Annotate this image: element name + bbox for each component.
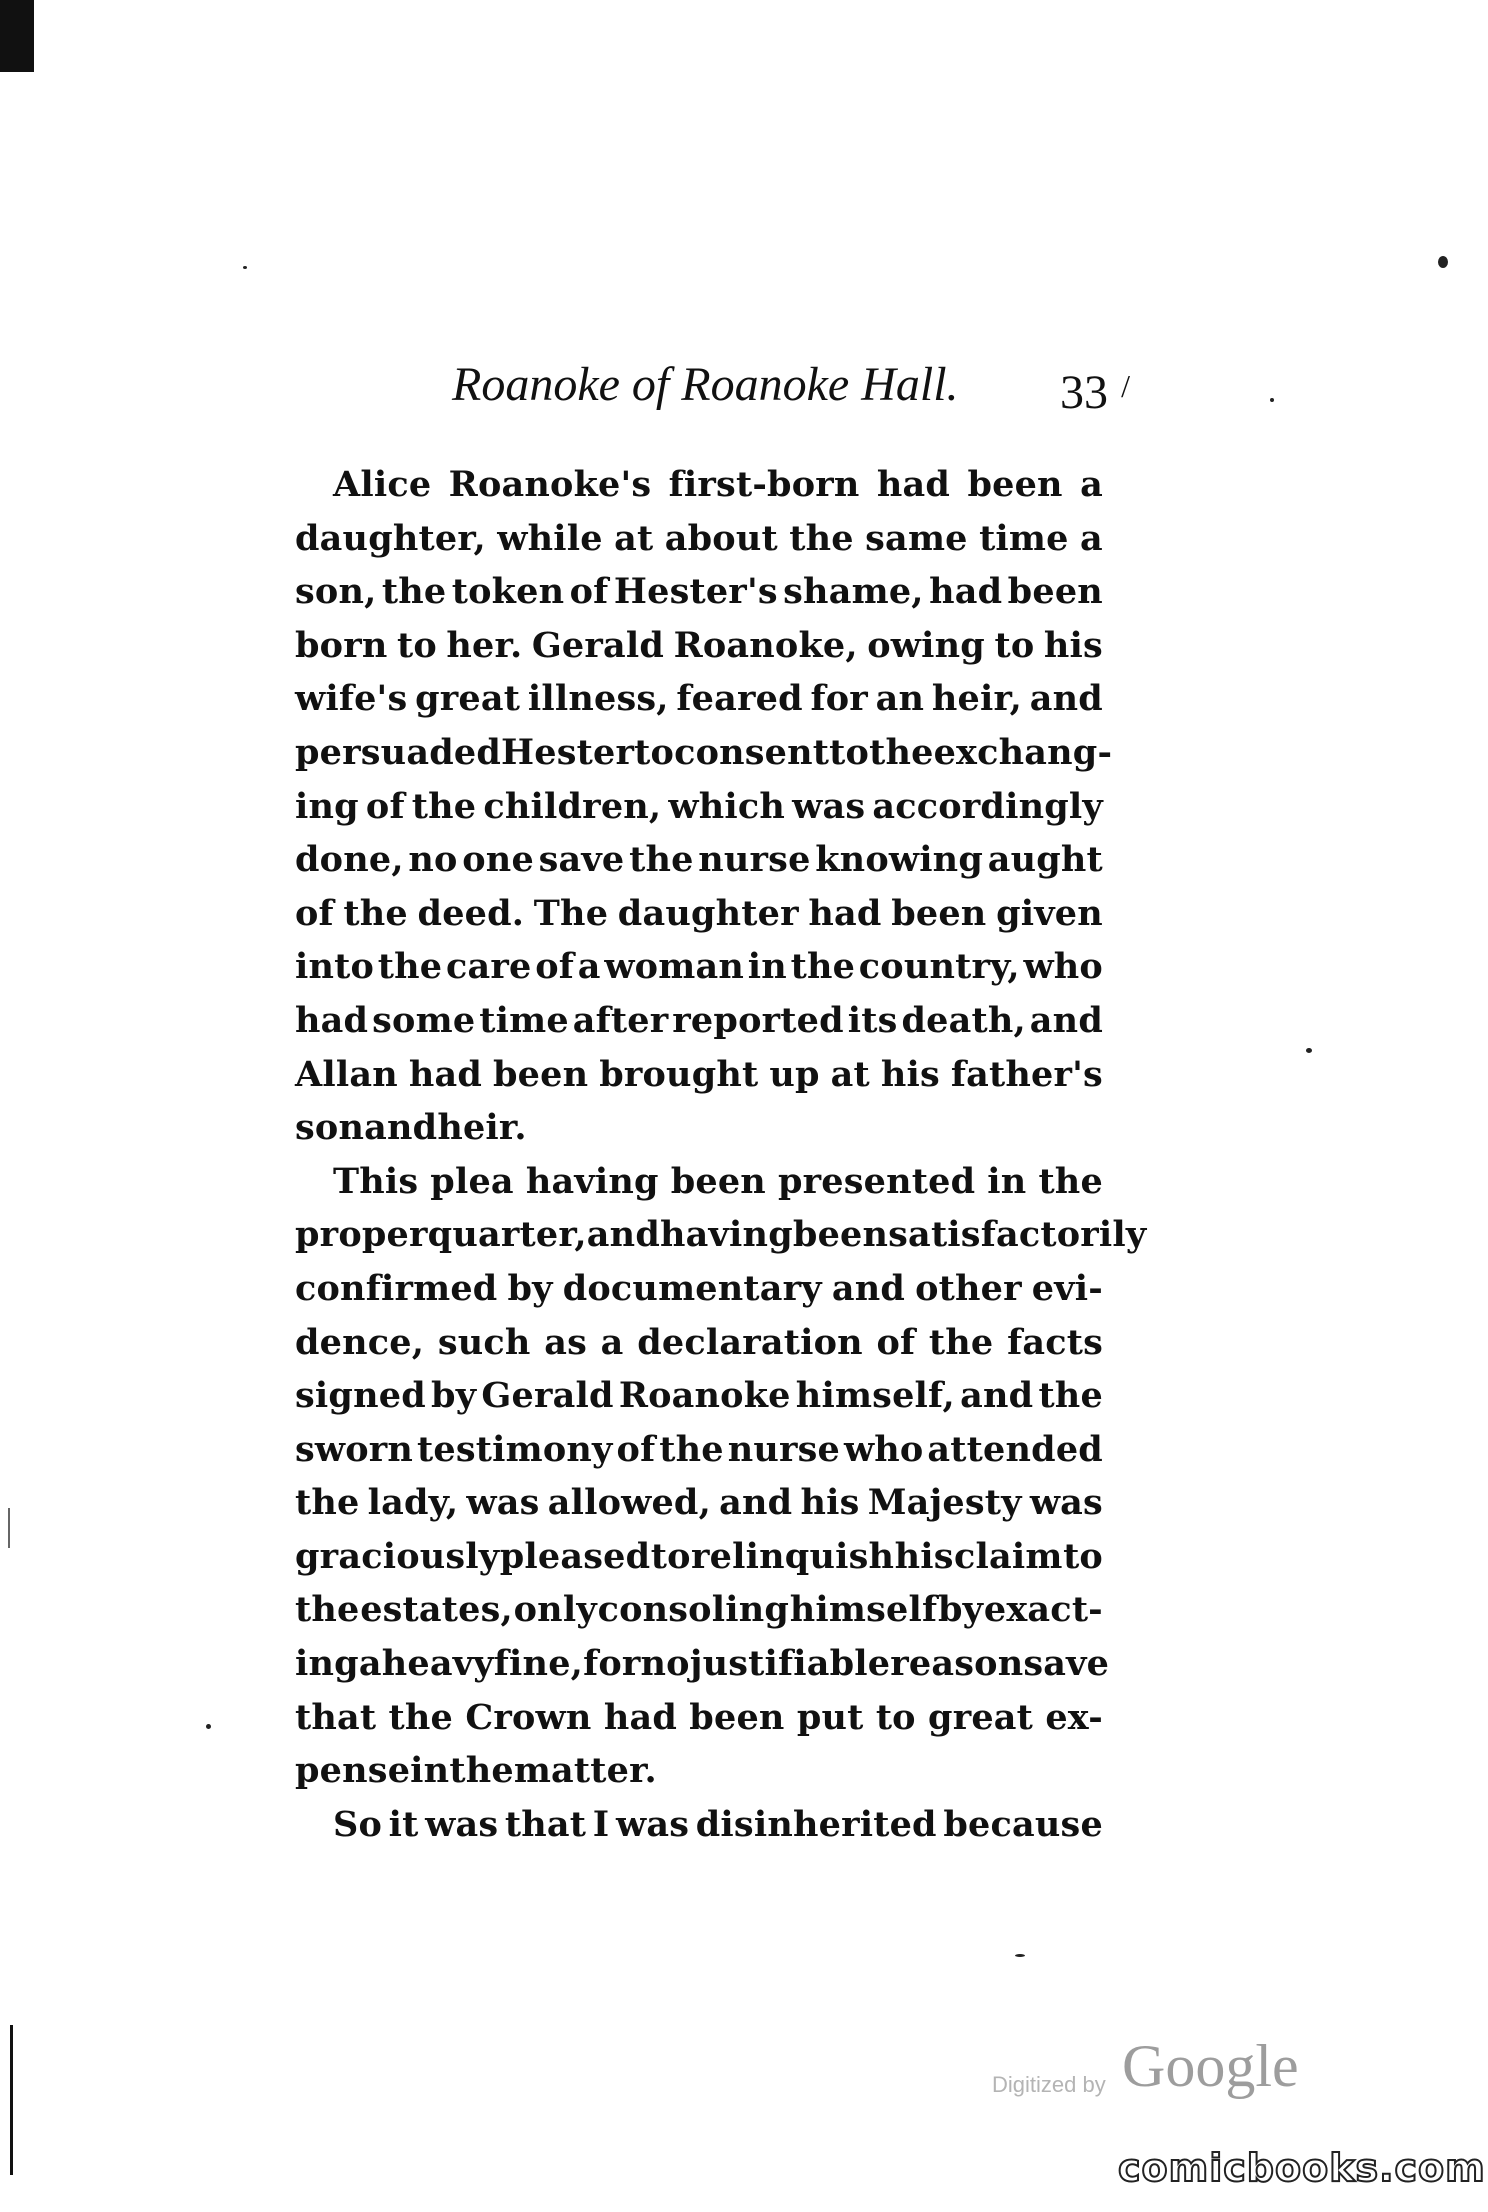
text-line	[295, 940, 1103, 994]
word: This	[333, 1160, 419, 1202]
text-line	[295, 780, 1103, 834]
word: pense	[295, 1750, 411, 1792]
word: done,	[295, 839, 404, 881]
word: token	[451, 571, 565, 613]
word: into	[295, 946, 375, 988]
word: the	[295, 1482, 360, 1524]
word: the	[928, 1321, 994, 1363]
word: and	[364, 1107, 438, 1149]
word: testimony	[417, 1428, 613, 1470]
word: shame,	[783, 571, 924, 613]
word: of	[876, 1321, 916, 1363]
word: consoling	[597, 1589, 790, 1631]
word: been	[792, 1214, 889, 1256]
word: fine,	[493, 1643, 584, 1685]
word: same	[865, 517, 968, 559]
text-line	[295, 619, 1103, 673]
word: Gerald	[531, 624, 665, 666]
word: death,	[901, 999, 1026, 1041]
word: its	[847, 999, 898, 1041]
word: one	[462, 839, 534, 881]
scan-speck	[1015, 1954, 1025, 1957]
word: brought	[599, 1053, 759, 1095]
text-line	[295, 1101, 1103, 1155]
word: aught	[987, 839, 1103, 881]
body-text	[295, 458, 1147, 1851]
word: at	[830, 1053, 870, 1095]
word: to	[650, 1535, 691, 1577]
word: the	[1038, 1375, 1103, 1417]
word: the	[629, 839, 694, 881]
word: deed.	[417, 892, 525, 934]
word: and	[1029, 678, 1103, 720]
word: for	[583, 1643, 641, 1685]
word: because	[943, 1803, 1103, 1845]
word: himself,	[795, 1375, 955, 1417]
text-line	[295, 1530, 1103, 1584]
word: no	[408, 839, 458, 881]
word: was	[792, 785, 866, 827]
word: exchang-	[933, 731, 1113, 773]
word: given	[996, 892, 1103, 934]
scan-edge-line	[10, 2025, 13, 2175]
word: first-born	[668, 464, 860, 505]
word: been	[492, 1053, 589, 1095]
text-line	[295, 1691, 1103, 1745]
word: heir.	[437, 1107, 527, 1149]
word: been	[967, 464, 1063, 505]
text-line	[295, 1155, 1103, 1209]
word: evi-	[1031, 1267, 1103, 1309]
word: estates,	[360, 1589, 513, 1631]
word: that	[504, 1803, 587, 1845]
word: his	[894, 1535, 954, 1577]
watermark-brand: Google	[1122, 2033, 1299, 2099]
word: knowing	[815, 839, 984, 881]
source-badge: comicbooks.com	[1118, 2146, 1486, 2190]
word: Allan	[295, 1053, 398, 1095]
word: had	[295, 999, 369, 1041]
word: of	[569, 571, 609, 613]
word: for	[810, 678, 868, 720]
text-line	[295, 565, 1103, 619]
word: had	[929, 571, 1003, 613]
word: satisfactorily	[888, 1214, 1147, 1256]
word: and	[586, 1214, 660, 1256]
word: reported	[672, 999, 844, 1041]
text-line	[295, 1637, 1110, 1691]
word: ing	[295, 785, 359, 827]
word: nurse	[727, 1428, 841, 1470]
word: relinquish	[691, 1535, 895, 1577]
word: a	[600, 1321, 624, 1363]
word: was	[466, 1482, 540, 1524]
word: Roanoke,	[673, 624, 858, 666]
word: heir,	[931, 678, 1022, 720]
page-number: 33	[1060, 366, 1108, 419]
word: disinherited	[695, 1803, 937, 1845]
word: to	[397, 624, 437, 666]
text-line	[295, 887, 1103, 941]
word: and	[960, 1375, 1034, 1417]
word: in	[410, 1750, 450, 1792]
word: daughter	[617, 892, 799, 934]
scan-speck	[243, 266, 247, 269]
word: her.	[446, 624, 523, 666]
page-mark: /	[1121, 368, 1130, 404]
text-line	[295, 458, 1103, 512]
word: had	[603, 1696, 678, 1738]
word: justifiable	[689, 1643, 891, 1685]
word: wife's	[295, 678, 408, 720]
word: to	[634, 731, 675, 773]
word: time	[479, 999, 569, 1041]
text-line	[295, 1423, 1103, 1477]
word: a	[577, 946, 601, 988]
word: Alice	[333, 464, 432, 505]
scan-edge-line	[8, 1508, 10, 1548]
word: signed	[295, 1375, 426, 1417]
scan-speck	[1306, 1048, 1312, 1053]
word: after	[572, 999, 669, 1041]
word: to	[1063, 1535, 1103, 1577]
word: in	[987, 1160, 1027, 1202]
word: daughter,	[295, 517, 486, 559]
word: accordingly	[872, 785, 1103, 827]
word: the	[388, 1696, 454, 1738]
word: been	[891, 892, 987, 934]
word: having	[660, 1214, 793, 1256]
text-line	[295, 1316, 1103, 1370]
word: only	[513, 1589, 597, 1631]
word: graciously	[295, 1535, 500, 1577]
text-line	[295, 1798, 1103, 1852]
word: the	[411, 785, 477, 827]
word: his	[800, 1482, 860, 1524]
word: allowed,	[547, 1482, 711, 1524]
word: children,	[483, 785, 662, 827]
word: been	[689, 1696, 785, 1738]
word: country,	[858, 946, 1020, 988]
word: the	[869, 731, 934, 773]
word: to	[829, 731, 870, 773]
word: proper	[295, 1214, 428, 1256]
word: and	[1029, 999, 1103, 1041]
running-title: Roanoke of Roanoke Hall.	[452, 358, 959, 411]
word: at	[614, 517, 654, 559]
scan-speck	[206, 1724, 211, 1729]
word: while	[497, 517, 603, 559]
word: consent	[674, 731, 830, 773]
word: the	[377, 946, 443, 988]
word: Crown	[465, 1696, 592, 1738]
word: the	[295, 1589, 360, 1631]
word: the	[343, 892, 408, 934]
text-line	[295, 994, 1103, 1048]
word: claim	[954, 1535, 1063, 1577]
word: I	[592, 1803, 610, 1845]
word: was	[425, 1803, 499, 1845]
word: feared	[676, 678, 803, 720]
word: save	[1023, 1643, 1110, 1685]
word: Hester's	[613, 571, 778, 613]
word: been	[670, 1160, 766, 1202]
word: by	[937, 1589, 984, 1631]
word: great	[415, 678, 521, 720]
word: presented	[777, 1160, 976, 1202]
word: time	[979, 517, 1069, 559]
running-head	[440, 350, 1160, 420]
word: to	[875, 1696, 916, 1738]
word: reason	[890, 1643, 1024, 1685]
scan-speck	[1438, 256, 1448, 268]
word: nurse	[698, 839, 811, 881]
watermark-prefix: Digitized by	[992, 2072, 1106, 2097]
word: an	[875, 678, 925, 720]
word: ing	[295, 1643, 359, 1685]
word: of	[535, 946, 575, 988]
word: Gerald	[481, 1375, 614, 1417]
word: his	[880, 1053, 940, 1095]
word: dence,	[295, 1321, 425, 1363]
word: sworn	[295, 1428, 414, 1470]
word: exact-	[983, 1589, 1103, 1631]
word: as	[544, 1321, 587, 1363]
word: the	[1038, 1160, 1103, 1202]
word: the	[659, 1428, 724, 1470]
text-line	[295, 512, 1103, 566]
word: about	[664, 517, 778, 559]
word: to	[994, 624, 1035, 666]
word: woman	[604, 946, 744, 988]
word: confirmed	[295, 1267, 498, 1309]
text-line	[295, 1369, 1103, 1423]
text-line	[295, 1476, 1103, 1530]
word: by	[431, 1375, 477, 1417]
word: by	[507, 1267, 553, 1309]
word: who	[1023, 946, 1103, 988]
word: ex-	[1045, 1696, 1103, 1738]
word: in	[747, 946, 787, 988]
word: and	[831, 1267, 906, 1309]
word: himself	[789, 1589, 938, 1631]
word: heavy	[381, 1643, 494, 1685]
word: no	[640, 1643, 690, 1685]
word: the	[449, 1750, 514, 1792]
word: and	[719, 1482, 793, 1524]
text-line	[295, 1262, 1103, 1316]
text-line	[295, 1583, 1103, 1637]
word: lady,	[367, 1482, 459, 1524]
word: facts	[1007, 1321, 1103, 1363]
text-line	[295, 1744, 1103, 1798]
text-line	[295, 672, 1103, 726]
word: the	[381, 571, 447, 613]
word: The	[533, 892, 609, 934]
word: Roanoke	[618, 1375, 791, 1417]
word: father's	[950, 1053, 1103, 1095]
word: son,	[295, 571, 377, 613]
word: been	[1007, 571, 1103, 613]
word: a	[1080, 464, 1103, 505]
word: put	[796, 1696, 864, 1738]
word: Hester	[501, 731, 635, 773]
word: had	[876, 464, 951, 505]
word: attended	[927, 1428, 1103, 1470]
word: that	[295, 1696, 377, 1738]
word: declaration	[637, 1321, 863, 1363]
word: had	[408, 1053, 483, 1095]
text-line	[295, 1208, 1147, 1262]
word: the	[789, 517, 854, 559]
word: Majesty	[867, 1482, 1022, 1524]
word: of	[365, 785, 405, 827]
word: plea	[430, 1160, 514, 1202]
word: such	[437, 1321, 531, 1363]
word: save	[538, 839, 625, 881]
word: the	[790, 946, 856, 988]
word: which	[668, 785, 786, 827]
word: documentary	[562, 1267, 822, 1309]
word: other	[915, 1267, 1022, 1309]
word: some	[372, 999, 476, 1041]
word: pleased	[499, 1535, 651, 1577]
word: owing	[867, 624, 985, 666]
word: of	[616, 1428, 656, 1470]
word: care	[445, 946, 532, 988]
text-line	[295, 833, 1103, 887]
word: So	[333, 1803, 383, 1845]
word: a	[358, 1643, 382, 1685]
word: son	[295, 1107, 365, 1149]
text-line	[295, 1048, 1103, 1102]
word: who	[843, 1428, 924, 1470]
word: illness,	[527, 678, 669, 720]
scan-corner-mark	[0, 0, 34, 72]
word: having	[525, 1160, 659, 1202]
word: matter.	[513, 1750, 657, 1792]
word: up	[769, 1053, 820, 1095]
text-line	[295, 726, 1113, 780]
word: quarter,	[427, 1214, 587, 1256]
word: was	[1029, 1482, 1103, 1524]
word: his	[1043, 624, 1103, 666]
word: it	[388, 1803, 419, 1845]
word: had	[808, 892, 882, 934]
scan-speck	[1270, 398, 1274, 402]
word: of	[295, 892, 334, 934]
word: was	[616, 1803, 690, 1845]
word: great	[928, 1696, 1034, 1738]
digitized-watermark	[992, 2032, 1312, 2112]
word: a	[1080, 517, 1103, 559]
word: born	[295, 624, 388, 666]
word: persuaded	[295, 731, 502, 773]
word: Roanoke's	[448, 464, 652, 505]
